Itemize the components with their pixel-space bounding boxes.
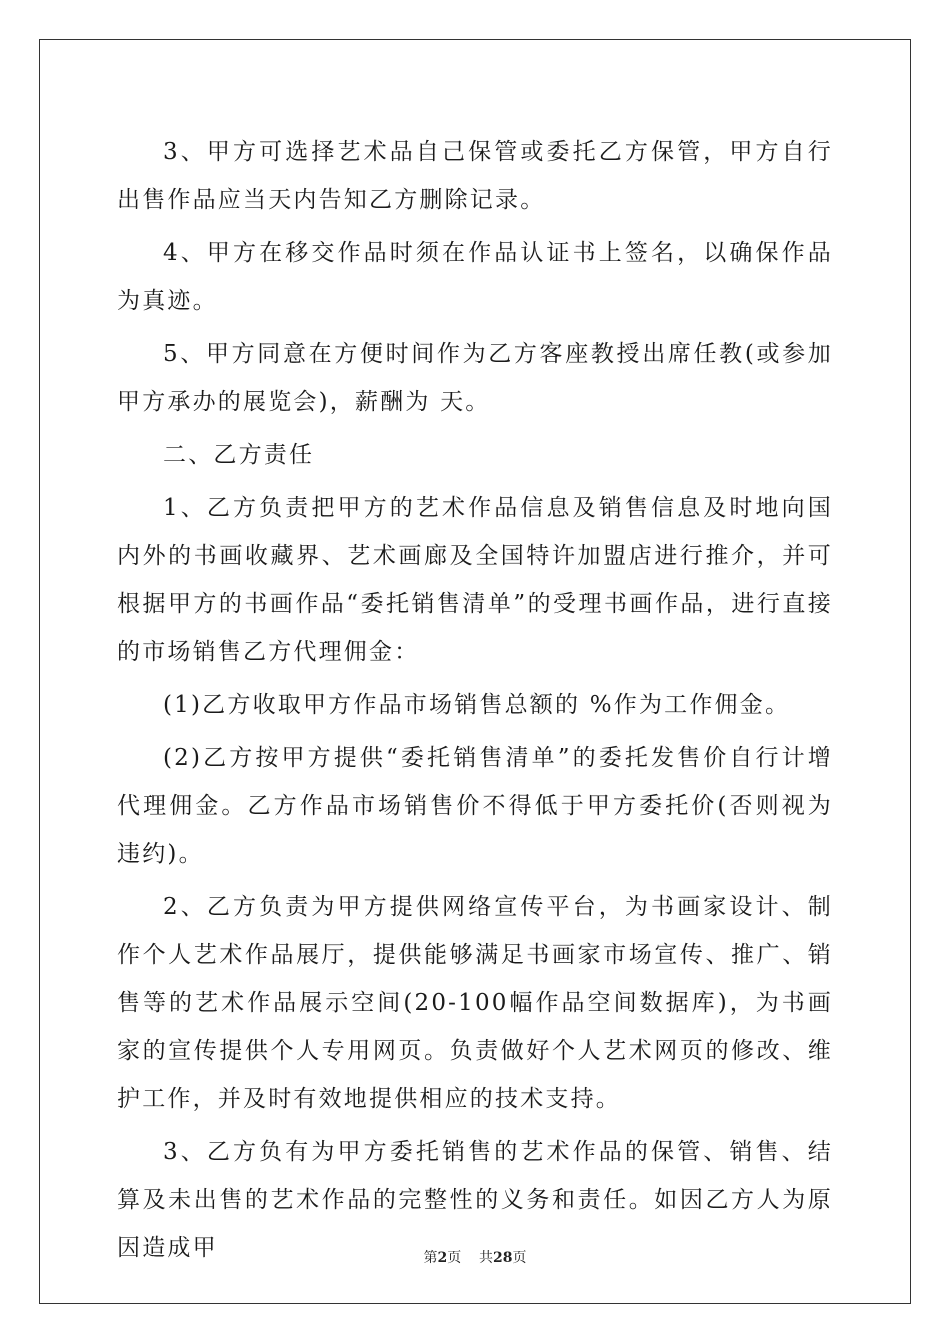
paragraph-clause-3: 3、甲方可选择艺术品自己保管或委托乙方保管，甲方自行出售作品应当天内告知乙方删除记录。	[117, 139, 833, 213]
paragraph-b-clause-3: 3、乙方负有为甲方委托销售的艺术作品的保管、销售、结算及未出售的艺术作品的完整性的义务和责任。如因乙方人为原因造成甲	[117, 1139, 833, 1261]
footer-total-suffix: 页	[512, 1250, 527, 1266]
footer-total-prefix: 共	[479, 1250, 494, 1266]
paragraph-clause-5: 5、甲方同意在方便时间作为乙方客座教授出席任教(或参加甲方承办的展览会)，薪酬为 天。	[117, 341, 833, 415]
footer-page-suffix: 页	[447, 1250, 462, 1266]
footer-page-number: 2	[437, 1250, 448, 1266]
section-heading-party-b: 二、乙方责任	[163, 442, 315, 468]
paragraph-b-clause-1: 1、乙方负责把甲方的艺术作品信息及销售信息及时地向国内外的书画收藏界、艺术画廊及全国特许加盟店进行推介，并可根据甲方的书画作品“委托销售清单”的受理书画作品，进行直接的市场销售乙方代理佣金：	[117, 495, 833, 665]
page-footer	[0, 1247, 950, 1267]
document-body	[117, 128, 833, 1272]
footer-total-pages: 28	[493, 1250, 513, 1266]
paragraph-b-clause-1-item-1: (1)乙方收取甲方作品市场销售总额的 %作为工作佣金。	[163, 692, 791, 718]
paragraph-b-clause-1-item-2: (2)乙方按甲方提供“委托销售清单”的委托发售价自行计增代理佣金。乙方作品市场销售价不得低于甲方委托价(否则视为违约)。	[117, 745, 833, 867]
paragraph-clause-4: 4、甲方在移交作品时须在作品认证书上签名，以确保作品为真迹。	[117, 240, 833, 314]
footer-prefix: 第	[423, 1250, 438, 1266]
paragraph-b-clause-2: 2、乙方负责为甲方提供网络宣传平台，为书画家设计、制作个人艺术作品展厅，提供能够满足书画家市场宣传、推广、销售等的艺术作品展示空间(20-100幅作品空间数据库)，为书画家的宣传提供个人专用网页。负责做好个人艺术网页的修改、维护工作，并及时有效地提供相应的技术支持。	[117, 894, 833, 1112]
